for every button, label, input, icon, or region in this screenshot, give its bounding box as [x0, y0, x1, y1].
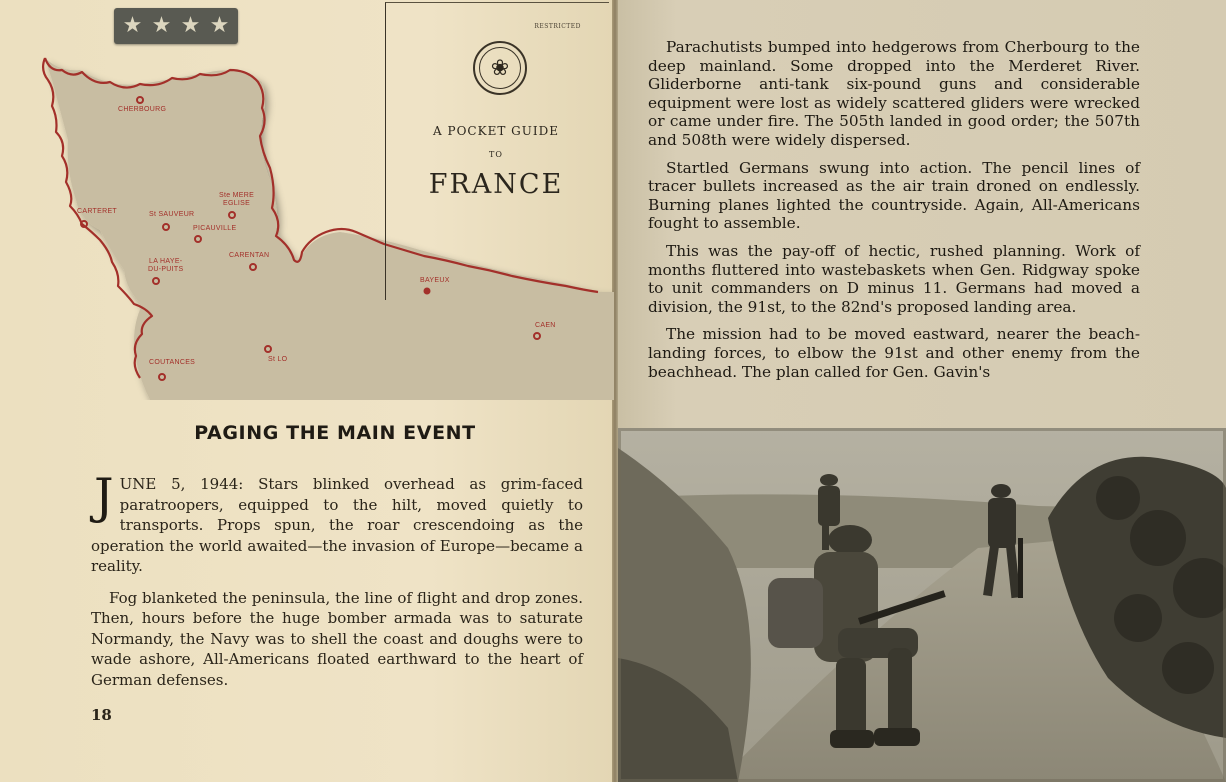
map-label-caen: CAEN [535, 322, 556, 329]
right-paragraph-3: This was the pay-off of hectic, rushed planning. Work of months fluttered into wastebaskets when Gen. Ridgway spoke to unit commanders on D minus 11. Germans had moved a division, the 91st, to the 82nd's proposed landing area. [648, 241, 1140, 316]
cover-title-france: FRANCE [428, 169, 564, 200]
paratroopers-on-road-photo [618, 428, 1226, 782]
left-paragraph-1-text: UNE 5, 1944: Stars blinked overhead as grim-faced paratroopers, equipped to the hilt, moved quietly to transports. Props spun, the roar crescendoing as the operation the world awaited—the invasion of Europe—became a reality. [91, 475, 583, 575]
map-label-st-lo: St LO [268, 356, 288, 363]
map-label-st-sauveur: St SAUVEUR [149, 211, 195, 218]
star-icon: ★ [122, 13, 143, 38]
drop-cap: J [94, 468, 114, 525]
page-heading: PAGING THE MAIN EVENT [194, 422, 476, 444]
map-label-picauville: PICAUVILLE [193, 225, 237, 232]
left-body-text [91, 468, 583, 701]
right-paragraph-4: The mission had to be moved eastward, nearer the beach-landing forces, to elbow the 91st and other enemy from the beachhead. The plan called for Gen. Gavin's [648, 325, 1140, 381]
right-paragraph-1: Parachutists bumped into hedgerows from Cherbourg to the deep mainland. Some dropped into the Merderet River. Gliderborne anti-tank six-pound guns and considerable equipment were lost as widely scattered gliders were wrecked or came under fire. The 505th landed in good order; the 507th and 508th were widely dispersed. [648, 38, 1140, 149]
cover-title-line1: A POCKET GUIDE [433, 124, 559, 138]
left-paragraph-1 [91, 468, 583, 577]
map-label-carteret: CARTERET [77, 208, 117, 215]
map-label-carentan: CARENTAN [229, 252, 270, 259]
map-label-coutances: COUTANCES [149, 359, 196, 366]
left-paragraph-2: Fog blanketed the peninsula, the line of flight and drop zones. Then, hours before the huge bomber armada was to saturate Normandy, the Navy was to shell the coast and doughs were to wade ashore, All-Americans floated earthward to the heart of German defenses. [91, 588, 583, 689]
star-icon: ★ [180, 13, 201, 38]
page-number: 18 [91, 706, 112, 724]
map-label-cherbourg: CHERBOURG [118, 106, 167, 113]
great-seal-eagle-icon [473, 41, 527, 95]
pocket-guide-cover [385, 2, 609, 300]
map-label-ste-mere-eglise: Ste MERE EGLISE [219, 192, 255, 207]
map-label-la-haye-du-puits: LA HAYE- DU-PUITS [148, 258, 184, 273]
cover-title-line2: TO [489, 150, 503, 159]
star-icon: ★ [209, 13, 230, 38]
town-marker-carteret [81, 221, 87, 227]
right-paragraph-2: Startled Germans swung into action. The pencil lines of tracer bullets increased as the air train droned on endlessly. Burning planes lighted the countryside. Again, All-Americans fought to assemble. [648, 158, 1140, 233]
star-icon: ★ [151, 13, 172, 38]
photo-drawing [618, 428, 1226, 782]
restricted-label: RESTRICTED [534, 23, 581, 30]
right-body-text [648, 38, 1140, 390]
map-label-bayeux: BAYEUX [420, 277, 450, 284]
eagle-icon: ❀ [479, 47, 521, 89]
